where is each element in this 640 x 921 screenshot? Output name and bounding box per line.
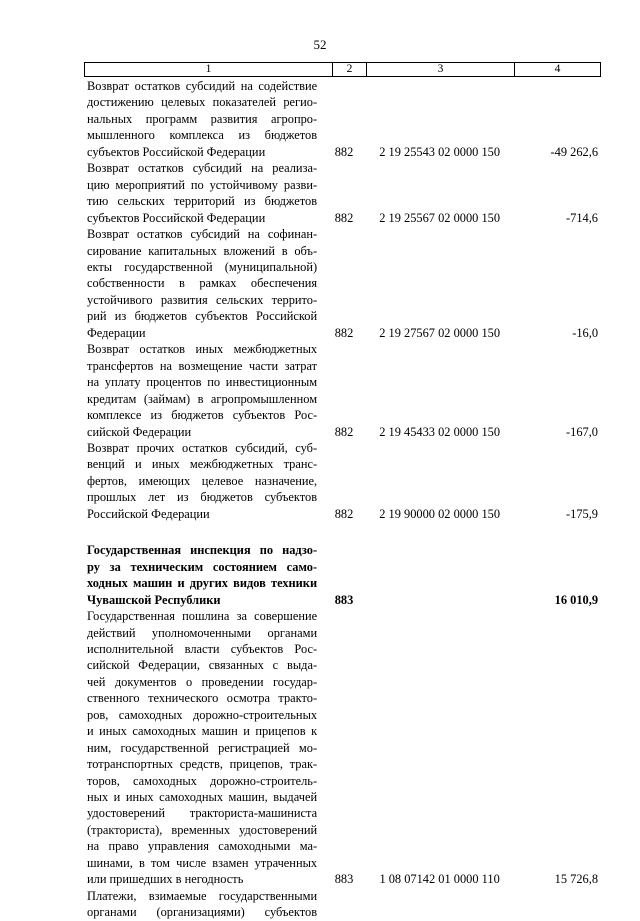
row-budget-code: 2 19 90000 02 0000 150 [379, 506, 501, 521]
table-row [87, 341, 600, 440]
description-line: нальных программ развития агропро- [87, 111, 318, 126]
description-line: цию мероприятий по устойчивому разви- [87, 177, 318, 192]
description-line: Государственная пошлина за совершение [87, 609, 318, 624]
description-line: сийской Федерации [87, 424, 192, 439]
row-budget-code: 2 19 25567 02 0000 150 [379, 210, 501, 225]
row-amount: -49 262,6 [550, 144, 599, 159]
table-row [87, 888, 600, 921]
description-line: исполнительной власти субъектов Рос- [87, 641, 318, 656]
description-line: Государственная инспекция по надзо- [87, 543, 318, 558]
row-description [87, 440, 317, 522]
table-row [87, 78, 600, 160]
row-description [87, 226, 317, 341]
row-description [87, 542, 317, 608]
row-amount: -167,0 [566, 424, 599, 439]
description-line: екты государственной (муниципальной) [87, 259, 318, 274]
description-line: сийской Федерации, связанных с выда- [87, 658, 318, 673]
description-line: Федерации [87, 325, 146, 340]
row-amount: -16,0 [572, 325, 599, 340]
row-description [87, 160, 317, 226]
description-line: ственного технического осмотра тракто- [87, 691, 318, 706]
row-admin-code: 882 [334, 506, 354, 521]
description-line: прошлых лет из бюджетов субъектов [87, 490, 318, 505]
row-budget-code: 2 19 25543 02 0000 150 [379, 144, 501, 159]
description-line: фертов, имеющих целевое назначение, [87, 473, 318, 488]
description-line: Возврат остатков субсидий на содействие [87, 79, 318, 93]
description-line: субъектов Российской Федерации [87, 210, 266, 225]
description-line: на право управления самоходными ма- [87, 839, 318, 854]
description-line: чей документов о проведении государ- [87, 674, 318, 689]
description-line: удостоверений тракториста-машиниста [87, 806, 318, 821]
description-line: кредитам (займам) в агропромышленном [87, 391, 318, 406]
table-header [84, 62, 601, 77]
description-line: собственности в рамках обеспечения [87, 276, 318, 291]
description-line: тию сельских территорий из бюджетов [87, 194, 318, 209]
row-amount: -714,6 [566, 210, 599, 225]
description-line: тотранспортных средств, прицепов, трак- [87, 757, 318, 772]
row-admin-code: 882 [334, 325, 354, 340]
row-amount: -175,9 [566, 506, 599, 521]
description-line: Возврат остатков субсидий на софинан- [87, 227, 318, 242]
row-admin-code: 882 [334, 424, 354, 439]
header-col-1: 1 [85, 63, 333, 76]
row-admin-code: 882 [334, 144, 354, 159]
description-line: или пришедших в негодность [87, 872, 244, 887]
row-spacer [87, 522, 600, 542]
description-line: устойчивого развития сельских террито- [87, 292, 318, 307]
header-col-2: 2 [333, 63, 367, 76]
description-line: рий из бюджетов субъектов Российской [87, 309, 318, 324]
table-row [87, 608, 600, 888]
description-line: и иных самоходных машин и прицепов к [87, 724, 318, 739]
row-admin-code: 883 [334, 872, 354, 887]
description-line: Российской Федерации [87, 506, 210, 521]
description-line: трансфертов на возмещение части затрат [87, 358, 318, 373]
description-line: субъектов Российской Федерации [87, 144, 266, 159]
header-col-3: 3 [367, 63, 515, 76]
description-line: торов, самоходных дорожно-строитель- [87, 773, 318, 788]
row-description [87, 341, 317, 440]
page-number: 52 [313, 37, 327, 52]
description-line: на уплату процентов по инвестиционным [87, 375, 318, 390]
row-admin-code: 883 [334, 592, 354, 607]
row-amount: 15 726,8 [554, 872, 599, 887]
row-description [87, 608, 317, 888]
row-description [87, 78, 317, 160]
table-row [87, 226, 600, 341]
row-amount: 16 010,9 [554, 592, 599, 607]
description-line: (тракториста), временных удостоверений [87, 822, 318, 837]
description-line: органами (организациями) субъектов [87, 905, 318, 920]
header-col-4: 4 [554, 63, 561, 75]
description-line: Чувашской Республики [87, 592, 221, 607]
description-line: ходных машин и других видов техники [87, 576, 318, 591]
description-line: ру за техническим состоянием само- [87, 559, 318, 574]
description-line: ных и иных самоходных машин, выдачей [87, 790, 318, 805]
description-line: венций и иных межбюджетных транс- [87, 457, 318, 472]
description-line: ров, самоходных дорожно-строительных [87, 707, 318, 722]
row-budget-code: 2 19 45433 02 0000 150 [379, 424, 501, 439]
description-line: достижению целевых показателей регио- [87, 95, 318, 110]
table-row [87, 542, 600, 608]
description-line: Платежи, взимаемые государственными [87, 888, 318, 903]
description-line: ним, государственной регистрацией мо- [87, 740, 318, 755]
table-body [87, 78, 600, 921]
row-admin-code: 882 [334, 210, 354, 225]
description-line: шинами, в том числе взамен утраченных [87, 855, 318, 870]
row-description [87, 888, 317, 921]
table-row [87, 440, 600, 522]
description-line: комплексе из бюджетов субъектов Рос- [87, 408, 318, 423]
row-budget-code: 1 08 07142 01 0000 110 [379, 872, 500, 887]
table-row [87, 160, 600, 226]
description-line: сирование капитальных вложений в объ- [87, 243, 318, 258]
description-line: действий уполномоченными органами [87, 625, 318, 640]
description-line: Возврат остатков субсидий на реализа- [87, 161, 318, 176]
description-line: Возврат прочих остатков субсидий, суб- [87, 440, 318, 455]
row-budget-code: 2 19 27567 02 0000 150 [379, 325, 501, 340]
description-line: мышленного комплекса из бюджетов [87, 128, 318, 143]
description-line: Возврат остатков иных межбюджетных [87, 342, 318, 357]
